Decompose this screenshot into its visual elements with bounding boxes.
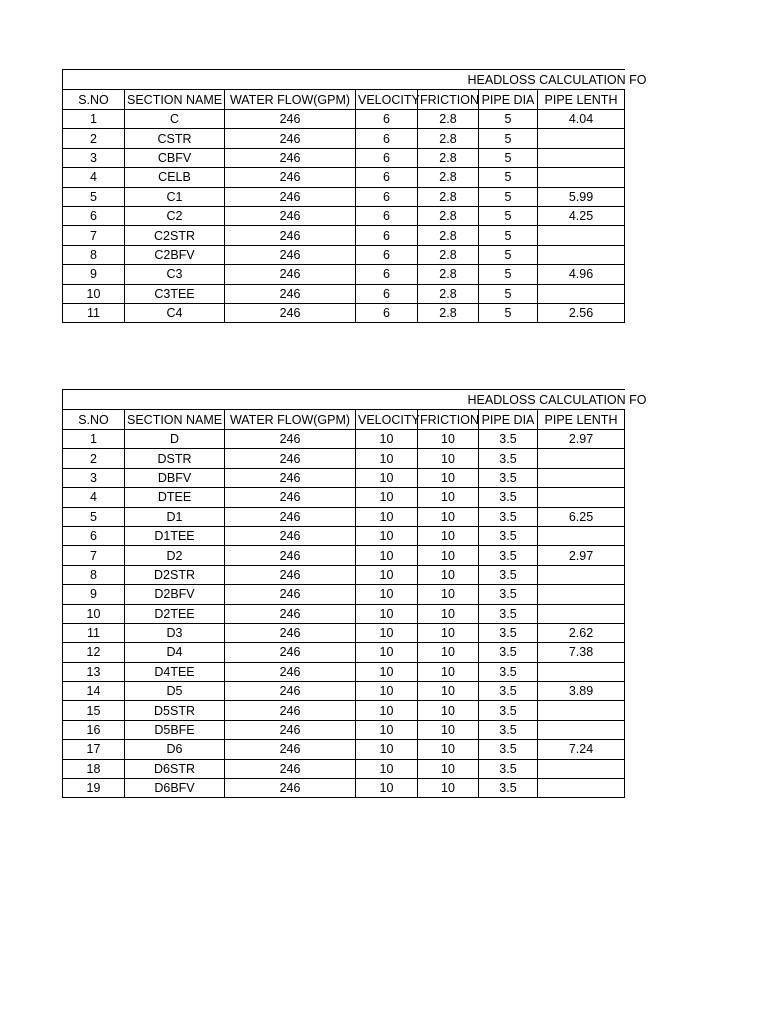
water-flow-cell: 246 xyxy=(225,701,356,720)
pipe-dia-cell: 3.5 xyxy=(479,468,538,487)
section-name-cell: C3 xyxy=(125,265,225,284)
pipe-length-cell: 4.25 xyxy=(538,206,625,225)
table-row xyxy=(63,643,625,662)
velocity-cell: 6 xyxy=(356,129,418,148)
table-row xyxy=(63,779,625,798)
water-flow-cell: 246 xyxy=(225,430,356,449)
section-name-cell: D3 xyxy=(125,623,225,642)
section-name-cell: C1 xyxy=(125,187,225,206)
headloss-table-1 xyxy=(62,69,647,323)
velocity-cell: 10 xyxy=(356,623,418,642)
table-row xyxy=(63,265,625,284)
section-name-cell: D4 xyxy=(125,643,225,662)
section-name-cell: C2STR xyxy=(125,226,225,245)
header-velocity: VELOCITY xyxy=(356,90,418,110)
velocity-cell: 10 xyxy=(356,585,418,604)
friction-cell: 10 xyxy=(418,507,479,526)
sno-cell: 6 xyxy=(63,206,125,225)
sno-cell: 5 xyxy=(63,507,125,526)
pipe-dia-cell: 3.5 xyxy=(479,759,538,778)
table-row xyxy=(63,682,625,701)
header-pipe-dia: PIPE DIA xyxy=(479,410,538,430)
sno-cell: 11 xyxy=(63,303,125,322)
pipe-length-cell: 2.62 xyxy=(538,623,625,642)
table-row xyxy=(63,206,625,225)
table-row xyxy=(63,507,625,526)
water-flow-cell: 246 xyxy=(225,449,356,468)
pipe-dia-cell: 3.5 xyxy=(479,740,538,759)
friction-cell: 10 xyxy=(418,701,479,720)
header-section-name: SECTION NAME xyxy=(125,90,225,110)
pipe-length-cell xyxy=(538,701,625,720)
sno-cell: 10 xyxy=(63,604,125,623)
friction-cell: 10 xyxy=(418,546,479,565)
sno-cell: 8 xyxy=(63,245,125,264)
pipe-dia-cell: 3.5 xyxy=(479,526,538,545)
velocity-cell: 6 xyxy=(356,284,418,303)
friction-cell: 2.8 xyxy=(418,226,479,245)
pipe-dia-cell: 5 xyxy=(479,226,538,245)
sno-cell: 18 xyxy=(63,759,125,778)
water-flow-cell: 246 xyxy=(225,507,356,526)
water-flow-cell: 246 xyxy=(225,526,356,545)
friction-cell: 2.8 xyxy=(418,129,479,148)
pipe-dia-cell: 3.5 xyxy=(479,682,538,701)
pipe-length-cell xyxy=(538,720,625,739)
velocity-cell: 10 xyxy=(356,430,418,449)
sno-cell: 7 xyxy=(63,546,125,565)
water-flow-cell: 246 xyxy=(225,187,356,206)
sno-cell: 1 xyxy=(63,430,125,449)
pipe-length-cell xyxy=(538,604,625,623)
table-title-cell xyxy=(63,70,647,90)
sno-cell: 12 xyxy=(63,643,125,662)
sno-cell: 15 xyxy=(63,701,125,720)
water-flow-cell: 246 xyxy=(225,468,356,487)
header-pipe-length: PIPE LENTH xyxy=(538,90,625,110)
velocity-cell: 6 xyxy=(356,206,418,225)
header-pipe-dia: PIPE DIA xyxy=(479,90,538,110)
water-flow-cell: 246 xyxy=(225,585,356,604)
pipe-length-cell: 7.24 xyxy=(538,740,625,759)
water-flow-cell: 246 xyxy=(225,759,356,778)
friction-cell: 2.8 xyxy=(418,303,479,322)
pipe-dia-cell: 3.5 xyxy=(479,604,538,623)
pipe-dia-cell: 5 xyxy=(479,206,538,225)
section-name-cell: C2 xyxy=(125,206,225,225)
header-sno: S.NO xyxy=(63,410,125,430)
table-row xyxy=(63,585,625,604)
sno-cell: 17 xyxy=(63,740,125,759)
friction-cell: 10 xyxy=(418,779,479,798)
pipe-length-cell: 4.04 xyxy=(538,110,625,129)
water-flow-cell: 246 xyxy=(225,168,356,187)
section-name-cell: CBFV xyxy=(125,148,225,167)
water-flow-cell: 246 xyxy=(225,604,356,623)
table-row xyxy=(63,488,625,507)
table-row xyxy=(63,226,625,245)
friction-cell: 2.8 xyxy=(418,284,479,303)
section-name-cell: D1TEE xyxy=(125,526,225,545)
sno-cell: 16 xyxy=(63,720,125,739)
pipe-dia-cell: 3.5 xyxy=(479,430,538,449)
section-name-cell: DBFV xyxy=(125,468,225,487)
sno-cell: 4 xyxy=(63,488,125,507)
water-flow-cell: 246 xyxy=(225,206,356,225)
pipe-dia-cell: 5 xyxy=(479,110,538,129)
table-row xyxy=(63,623,625,642)
pipe-dia-cell: 3.5 xyxy=(479,565,538,584)
table-title: HEADLOSS CALCULATION FO xyxy=(467,392,647,407)
friction-cell: 2.8 xyxy=(418,168,479,187)
table-row xyxy=(63,701,625,720)
velocity-cell: 6 xyxy=(356,168,418,187)
friction-cell: 2.8 xyxy=(418,245,479,264)
table-row xyxy=(63,546,625,565)
friction-cell: 10 xyxy=(418,759,479,778)
table-row xyxy=(63,129,625,148)
sno-cell: 9 xyxy=(63,265,125,284)
section-name-cell: D1 xyxy=(125,507,225,526)
friction-cell: 2.8 xyxy=(418,265,479,284)
section-name-cell: C2BFV xyxy=(125,245,225,264)
header-sno: S.NO xyxy=(63,90,125,110)
pipe-length-cell xyxy=(538,585,625,604)
pipe-length-cell: 3.89 xyxy=(538,682,625,701)
headloss-table-2-wrapper xyxy=(62,389,647,798)
table-row xyxy=(63,245,625,264)
water-flow-cell: 246 xyxy=(225,565,356,584)
friction-cell: 10 xyxy=(418,643,479,662)
sno-cell: 9 xyxy=(63,585,125,604)
velocity-cell: 10 xyxy=(356,488,418,507)
table-row xyxy=(63,759,625,778)
section-name-cell: C4 xyxy=(125,303,225,322)
section-name-cell: DSTR xyxy=(125,449,225,468)
friction-cell: 10 xyxy=(418,682,479,701)
velocity-cell: 10 xyxy=(356,662,418,681)
friction-cell: 10 xyxy=(418,585,479,604)
pipe-dia-cell: 3.5 xyxy=(479,701,538,720)
velocity-cell: 6 xyxy=(356,226,418,245)
water-flow-cell: 246 xyxy=(225,682,356,701)
headloss-table-2 xyxy=(62,389,647,798)
sno-cell: 2 xyxy=(63,449,125,468)
section-name-cell: D6STR xyxy=(125,759,225,778)
pipe-dia-cell: 5 xyxy=(479,303,538,322)
pipe-length-cell xyxy=(538,245,625,264)
velocity-cell: 10 xyxy=(356,507,418,526)
sno-cell: 1 xyxy=(63,110,125,129)
velocity-cell: 10 xyxy=(356,720,418,739)
water-flow-cell: 246 xyxy=(225,303,356,322)
section-name-cell: D2TEE xyxy=(125,604,225,623)
pipe-length-cell xyxy=(538,526,625,545)
water-flow-cell: 246 xyxy=(225,129,356,148)
table-header-row xyxy=(63,410,625,430)
pipe-dia-cell: 3.5 xyxy=(479,643,538,662)
pipe-length-cell: 2.56 xyxy=(538,303,625,322)
friction-cell: 10 xyxy=(418,662,479,681)
sno-cell: 3 xyxy=(63,468,125,487)
water-flow-cell: 246 xyxy=(225,740,356,759)
pipe-length-cell: 2.97 xyxy=(538,430,625,449)
pipe-dia-cell: 3.5 xyxy=(479,585,538,604)
header-water-flow: WATER FLOW(GPM) xyxy=(225,410,356,430)
section-name-cell: D5STR xyxy=(125,701,225,720)
sno-cell: 7 xyxy=(63,226,125,245)
pipe-length-cell xyxy=(538,148,625,167)
header-friction: FRICTION xyxy=(418,90,479,110)
velocity-cell: 6 xyxy=(356,187,418,206)
section-name-cell: D6 xyxy=(125,740,225,759)
friction-cell: 10 xyxy=(418,565,479,584)
velocity-cell: 10 xyxy=(356,779,418,798)
sno-cell: 8 xyxy=(63,565,125,584)
friction-cell: 2.8 xyxy=(418,187,479,206)
water-flow-cell: 246 xyxy=(225,265,356,284)
pipe-dia-cell: 5 xyxy=(479,168,538,187)
friction-cell: 10 xyxy=(418,488,479,507)
pipe-length-cell xyxy=(538,488,625,507)
table-title-row xyxy=(63,70,625,90)
friction-cell: 10 xyxy=(418,720,479,739)
water-flow-cell: 246 xyxy=(225,720,356,739)
sno-cell: 5 xyxy=(63,187,125,206)
section-name-cell: C3TEE xyxy=(125,284,225,303)
pipe-dia-cell: 3.5 xyxy=(479,546,538,565)
table-row xyxy=(63,565,625,584)
friction-cell: 10 xyxy=(418,449,479,468)
pipe-length-cell: 7.38 xyxy=(538,643,625,662)
table-row xyxy=(63,449,625,468)
water-flow-cell: 246 xyxy=(225,488,356,507)
section-name-cell: D2BFV xyxy=(125,585,225,604)
table-row xyxy=(63,303,625,322)
table-row xyxy=(63,468,625,487)
friction-cell: 10 xyxy=(418,740,479,759)
pipe-dia-cell: 3.5 xyxy=(479,449,538,468)
section-name-cell: D5BFE xyxy=(125,720,225,739)
table-title: HEADLOSS CALCULATION FO xyxy=(467,72,647,87)
velocity-cell: 10 xyxy=(356,565,418,584)
pipe-length-cell xyxy=(538,129,625,148)
velocity-cell: 10 xyxy=(356,682,418,701)
sno-cell: 3 xyxy=(63,148,125,167)
table-row xyxy=(63,430,625,449)
water-flow-cell: 246 xyxy=(225,110,356,129)
pipe-dia-cell: 5 xyxy=(479,129,538,148)
pipe-dia-cell: 3.5 xyxy=(479,507,538,526)
water-flow-cell: 246 xyxy=(225,148,356,167)
water-flow-cell: 246 xyxy=(225,284,356,303)
friction-cell: 10 xyxy=(418,430,479,449)
table-row xyxy=(63,740,625,759)
table-row xyxy=(63,662,625,681)
velocity-cell: 6 xyxy=(356,110,418,129)
section-name-cell: D xyxy=(125,430,225,449)
pipe-dia-cell: 5 xyxy=(479,265,538,284)
velocity-cell: 10 xyxy=(356,759,418,778)
table-row xyxy=(63,187,625,206)
pipe-length-cell xyxy=(538,168,625,187)
friction-cell: 10 xyxy=(418,526,479,545)
section-name-cell: D2STR xyxy=(125,565,225,584)
headloss-table-1-wrapper xyxy=(62,69,647,323)
header-pipe-length: PIPE LENTH xyxy=(538,410,625,430)
water-flow-cell: 246 xyxy=(225,226,356,245)
table-title-row xyxy=(63,390,625,410)
velocity-cell: 6 xyxy=(356,148,418,167)
friction-cell: 2.8 xyxy=(418,110,479,129)
pipe-dia-cell: 3.5 xyxy=(479,623,538,642)
table-row xyxy=(63,110,625,129)
velocity-cell: 10 xyxy=(356,468,418,487)
velocity-cell: 10 xyxy=(356,604,418,623)
pipe-length-cell xyxy=(538,565,625,584)
sno-cell: 11 xyxy=(63,623,125,642)
table-row xyxy=(63,148,625,167)
pipe-dia-cell: 3.5 xyxy=(479,662,538,681)
pipe-length-cell: 4.96 xyxy=(538,265,625,284)
pipe-length-cell: 5.99 xyxy=(538,187,625,206)
velocity-cell: 6 xyxy=(356,303,418,322)
water-flow-cell: 246 xyxy=(225,662,356,681)
pipe-length-cell xyxy=(538,226,625,245)
velocity-cell: 10 xyxy=(356,701,418,720)
pipe-length-cell xyxy=(538,779,625,798)
water-flow-cell: 246 xyxy=(225,546,356,565)
pipe-length-cell: 2.97 xyxy=(538,546,625,565)
pipe-dia-cell: 5 xyxy=(479,245,538,264)
pipe-length-cell xyxy=(538,284,625,303)
sno-cell: 4 xyxy=(63,168,125,187)
pipe-dia-cell: 5 xyxy=(479,148,538,167)
velocity-cell: 10 xyxy=(356,526,418,545)
sno-cell: 14 xyxy=(63,682,125,701)
pipe-dia-cell: 3.5 xyxy=(479,488,538,507)
friction-cell: 2.8 xyxy=(418,206,479,225)
table-header-row xyxy=(63,90,625,110)
table-title-cell xyxy=(63,390,647,410)
water-flow-cell: 246 xyxy=(225,779,356,798)
water-flow-cell: 246 xyxy=(225,245,356,264)
velocity-cell: 10 xyxy=(356,643,418,662)
table-row xyxy=(63,284,625,303)
sno-cell: 10 xyxy=(63,284,125,303)
section-name-cell: D5 xyxy=(125,682,225,701)
water-flow-cell: 246 xyxy=(225,643,356,662)
header-friction: FRICTION xyxy=(418,410,479,430)
velocity-cell: 10 xyxy=(356,740,418,759)
velocity-cell: 6 xyxy=(356,265,418,284)
section-name-cell: DTEE xyxy=(125,488,225,507)
velocity-cell: 10 xyxy=(356,546,418,565)
sno-cell: 19 xyxy=(63,779,125,798)
pipe-length-cell: 6.25 xyxy=(538,507,625,526)
table-row xyxy=(63,604,625,623)
sno-cell: 2 xyxy=(63,129,125,148)
velocity-cell: 10 xyxy=(356,449,418,468)
pipe-length-cell xyxy=(538,468,625,487)
pipe-dia-cell: 5 xyxy=(479,187,538,206)
pipe-dia-cell: 5 xyxy=(479,284,538,303)
section-name-cell: D4TEE xyxy=(125,662,225,681)
table-row xyxy=(63,720,625,739)
pipe-dia-cell: 3.5 xyxy=(479,720,538,739)
friction-cell: 2.8 xyxy=(418,148,479,167)
section-name-cell: CSTR xyxy=(125,129,225,148)
friction-cell: 10 xyxy=(418,623,479,642)
section-name-cell: D6BFV xyxy=(125,779,225,798)
velocity-cell: 6 xyxy=(356,245,418,264)
friction-cell: 10 xyxy=(418,468,479,487)
section-name-cell: D2 xyxy=(125,546,225,565)
section-name-cell: CELB xyxy=(125,168,225,187)
pipe-length-cell xyxy=(538,662,625,681)
friction-cell: 10 xyxy=(418,604,479,623)
pipe-length-cell xyxy=(538,759,625,778)
header-water-flow: WATER FLOW(GPM) xyxy=(225,90,356,110)
pipe-dia-cell: 3.5 xyxy=(479,779,538,798)
header-velocity: VELOCITY xyxy=(356,410,418,430)
water-flow-cell: 246 xyxy=(225,623,356,642)
pipe-length-cell xyxy=(538,449,625,468)
header-section-name: SECTION NAME xyxy=(125,410,225,430)
sno-cell: 6 xyxy=(63,526,125,545)
sno-cell: 13 xyxy=(63,662,125,681)
section-name-cell: C xyxy=(125,110,225,129)
table-row xyxy=(63,168,625,187)
table-row xyxy=(63,526,625,545)
